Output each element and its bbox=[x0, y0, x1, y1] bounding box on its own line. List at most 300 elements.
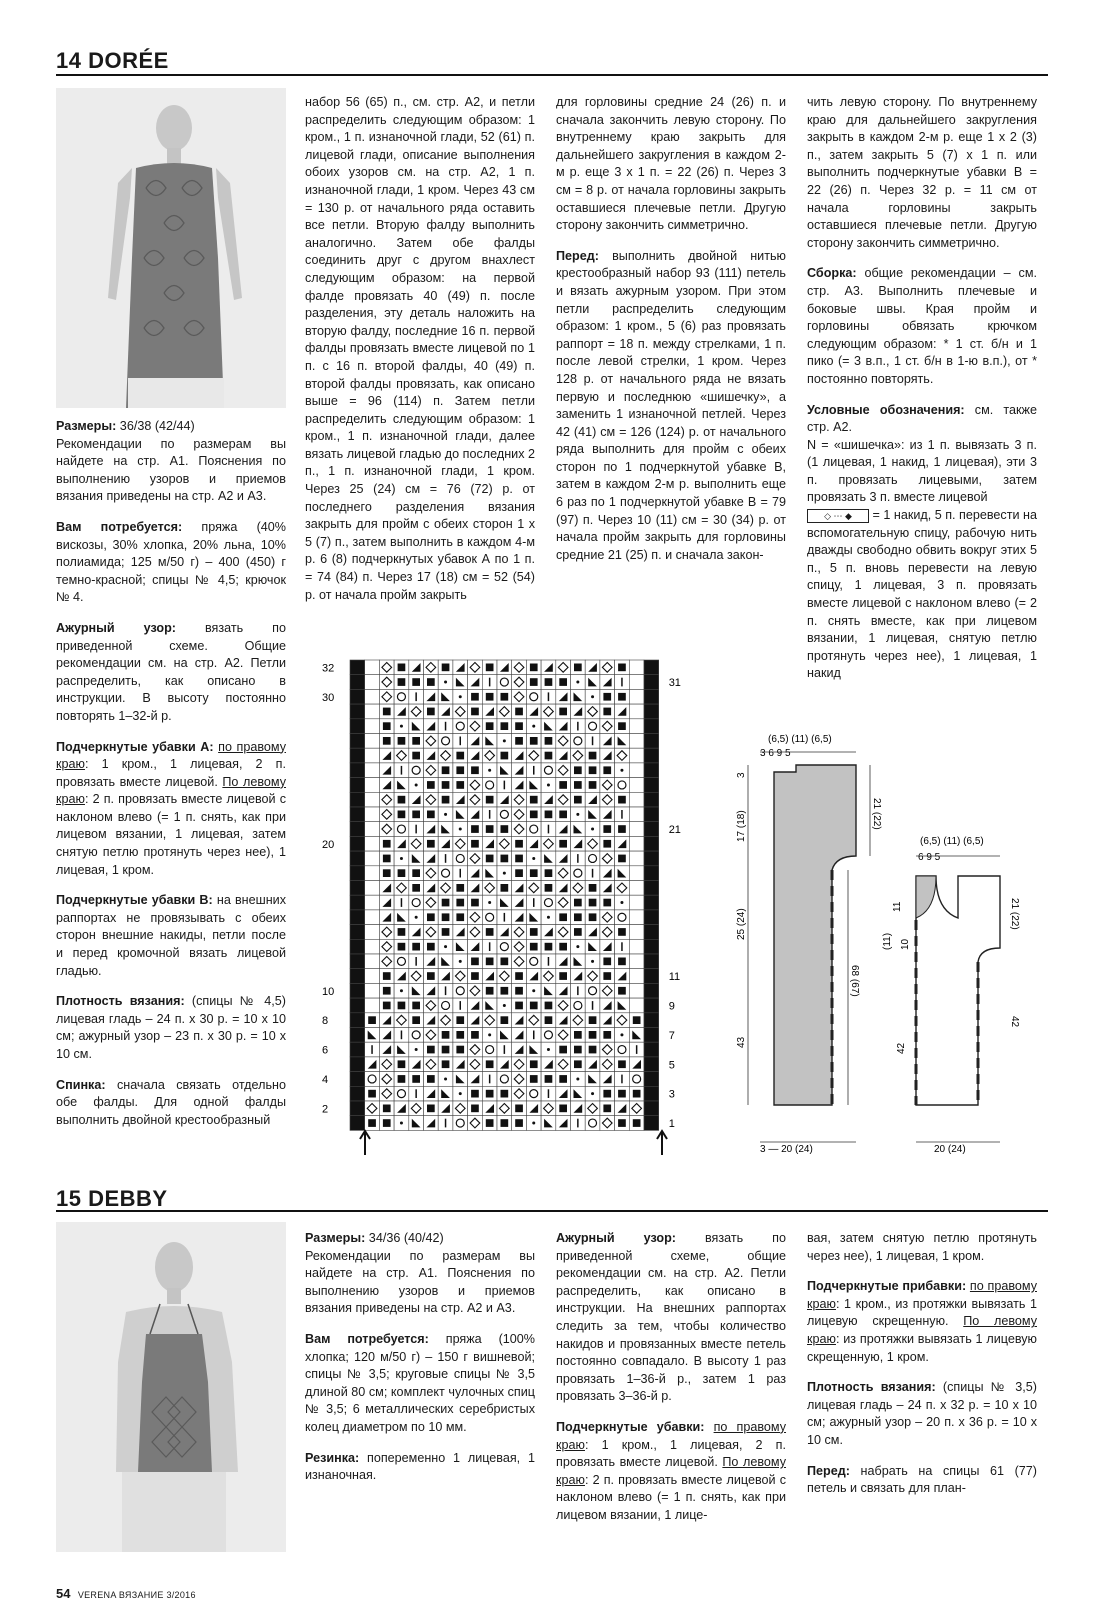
chart-symbol bbox=[515, 722, 523, 730]
section-rule-2 bbox=[56, 1210, 1048, 1212]
chart-symbol bbox=[442, 1046, 450, 1054]
chart-symbol bbox=[400, 725, 403, 728]
chart-cell bbox=[541, 925, 556, 940]
chart-row-number: 5 bbox=[668, 1059, 675, 1072]
chart-row-number: 7 bbox=[668, 1029, 675, 1042]
chart-symbol bbox=[471, 1090, 479, 1098]
chart-symbol bbox=[559, 811, 567, 819]
chart-symbol bbox=[574, 899, 582, 907]
chart-cell bbox=[350, 1116, 365, 1131]
chart-symbol bbox=[603, 958, 611, 966]
chart-symbol bbox=[633, 1119, 641, 1127]
chart-symbol bbox=[589, 913, 597, 921]
chart-symbol bbox=[576, 813, 579, 816]
chart-cell bbox=[541, 1057, 556, 1072]
chart-symbol bbox=[400, 1122, 403, 1125]
chart-cell bbox=[350, 1028, 365, 1043]
chart-cell bbox=[585, 719, 600, 734]
chart-symbol bbox=[456, 1016, 464, 1024]
chart-cell bbox=[644, 1013, 659, 1028]
chart-symbol bbox=[456, 913, 464, 921]
chart-cell bbox=[644, 689, 659, 704]
chart-cell bbox=[394, 954, 409, 969]
chart-cell bbox=[629, 895, 644, 910]
chart-grid bbox=[350, 660, 659, 1130]
chart-symbol bbox=[589, 1046, 597, 1054]
chart-symbol bbox=[574, 1046, 582, 1054]
chart-symbol bbox=[618, 928, 626, 936]
chart-symbol bbox=[501, 884, 509, 892]
chart-symbol bbox=[486, 958, 494, 966]
chart-symbol bbox=[501, 825, 509, 833]
chart-cell bbox=[526, 822, 541, 837]
chart-cell bbox=[394, 689, 409, 704]
chart-cell bbox=[350, 998, 365, 1013]
chart-cell bbox=[350, 734, 365, 749]
chart-cell bbox=[615, 704, 630, 719]
chart-symbol bbox=[532, 857, 535, 860]
chart-symbol bbox=[589, 884, 597, 892]
chart-symbol bbox=[559, 1105, 567, 1113]
chart-symbol bbox=[530, 1002, 538, 1010]
debby-front-text: набрать на спицы 61 (77) петель и связать для план- bbox=[807, 1463, 1037, 1496]
chart-symbol bbox=[486, 987, 494, 995]
chart-symbol bbox=[545, 869, 553, 877]
chart-symbol bbox=[427, 943, 435, 951]
chart-cell bbox=[365, 792, 380, 807]
lace-pattern-label: Ажурный узор: bbox=[56, 620, 176, 635]
chart-symbol bbox=[398, 678, 406, 686]
chart-cell bbox=[394, 778, 409, 793]
chart-symbol bbox=[545, 1075, 553, 1083]
chart-cell bbox=[365, 822, 380, 837]
chart-cell bbox=[615, 1042, 630, 1057]
repeat-arrow-left bbox=[360, 1131, 370, 1155]
chart-cell bbox=[644, 704, 659, 719]
chart-cell bbox=[644, 1101, 659, 1116]
chart-symbol bbox=[412, 752, 420, 760]
debby-sizes-text: Рекомендации по размерам вы найдете на стр. А1. Пояснения по выполнению узоров и приемов вязания приведены на стр. А2 и А3. bbox=[305, 1248, 535, 1316]
chart-symbol bbox=[442, 766, 450, 774]
chart-symbol bbox=[488, 901, 491, 904]
assembly-label: Сборка: bbox=[807, 266, 857, 281]
debby-materials-text: пряжа (100% хлопка; 120 м/50 г) – 150 г вишневой; спицы № 3,5; круговые спицы № 3,5 длиной 80 см; комплект чулочных спиц № 3,5; 6 металлических серебристых колец диаметром по 10 мм. bbox=[305, 1331, 535, 1434]
back-dim-25: 25 (24) bbox=[736, 908, 747, 940]
back-dim-21: 21 (22) bbox=[871, 798, 882, 830]
gauge-label: Плотность вязания: bbox=[56, 994, 185, 1009]
chart-cell bbox=[365, 881, 380, 896]
chart-symbol bbox=[545, 943, 553, 951]
debby-increase-label: Подчеркнутые прибавки: bbox=[807, 1279, 967, 1294]
chart-symbol bbox=[559, 781, 567, 789]
chart-symbol bbox=[559, 943, 567, 951]
chart-cell bbox=[585, 807, 600, 822]
chart-cell bbox=[438, 998, 453, 1013]
chart-cell bbox=[571, 998, 586, 1013]
chart-cell bbox=[644, 866, 659, 881]
chart-symbol bbox=[532, 989, 535, 992]
back-dim-17: 17 (18) bbox=[736, 810, 747, 842]
chart-symbol bbox=[398, 869, 406, 877]
front-text: выполнить двойной нитью крестообразный набор 93 (111) петель и вязать ажурным узором. При этом петли распределить следующим образом: 1 кром., 5 (6) раз провязать раппорт = 18 п. между стрелками, 1 п. после левой стрелки, 1 кром. Через 128 р. от начального ряда не вязать первую и последнюю «шишечку», а заменить 1 изнаночной петлей. Через 42 (41) см = 126 (124) р. от начального ряда выполнить для пройм с обеих сторон по 1 подчеркнутой убавке В, затем в каждом 2-м р. выполнить еще 6 раз по 1 подчеркнутой убавке В = 79 (97) п. Через 10 (11) см = 30 (34) р. от начала пройм закрыть для горловины средние 21 (25) п. и сначала закон- bbox=[556, 248, 786, 562]
chart-symbol bbox=[532, 725, 535, 728]
chart-cell bbox=[629, 866, 644, 881]
chart-cell bbox=[365, 910, 380, 925]
chart-symbol bbox=[412, 869, 420, 877]
chart-symbol bbox=[545, 811, 553, 819]
chart-symbol bbox=[547, 1048, 550, 1051]
chart-symbol bbox=[545, 1016, 553, 1024]
chart-row-number: 4 bbox=[322, 1073, 329, 1086]
chart-symbol bbox=[442, 781, 450, 789]
chart-symbol bbox=[398, 928, 406, 936]
chart-symbol bbox=[456, 781, 464, 789]
chart-cell bbox=[629, 969, 644, 984]
chart-cell bbox=[453, 1116, 468, 1131]
chart-cell bbox=[644, 763, 659, 778]
chart-cell bbox=[497, 939, 512, 954]
chart-cell bbox=[571, 704, 586, 719]
chart-cell bbox=[585, 1116, 600, 1131]
model-photo-doree bbox=[56, 88, 286, 408]
chart-symbol bbox=[530, 943, 538, 951]
chart-symbol bbox=[501, 855, 509, 863]
chart-symbol bbox=[398, 1002, 406, 1010]
lace-pattern-text: вязать по приведенной схеме. Общие рекомендации см. на стр. А2. Петли распределить, как описано в инструкции. В высоту постоянно повторять 1–32-й р. bbox=[56, 620, 286, 723]
chart-cell bbox=[394, 1101, 409, 1116]
chart-symbol bbox=[471, 693, 479, 701]
symbols-text: см. также стр. А2. bbox=[807, 402, 1037, 435]
assembly-text: общие рекомендации – см. стр. А3. Выполнить плечевые и боковые швы. Края пройм и горловины обвязать крючком следующим образом: * 1 ст. б/н и 1 пико (= 3 в.п., 1 ст. б/н в 1-ю в.п.), от * постоянно повторять. bbox=[807, 266, 1037, 386]
chart-cell bbox=[350, 925, 365, 940]
chart-symbol bbox=[501, 1090, 509, 1098]
chart-cell bbox=[644, 822, 659, 837]
debby-column-2 bbox=[305, 1230, 535, 1498]
chart-cell bbox=[644, 836, 659, 851]
chart-cell bbox=[615, 910, 630, 925]
chart-cell bbox=[585, 851, 600, 866]
chart-symbol bbox=[618, 1119, 626, 1127]
chart-symbol bbox=[591, 960, 594, 963]
chart-symbol bbox=[415, 783, 418, 786]
chart-symbol bbox=[515, 1002, 523, 1010]
chart-symbol bbox=[427, 972, 435, 980]
chart-symbol bbox=[530, 796, 538, 804]
text-column-3 bbox=[556, 94, 786, 577]
chart-cell bbox=[526, 954, 541, 969]
front-dim-42-left: 42 bbox=[896, 1042, 907, 1054]
chart-cell bbox=[453, 807, 468, 822]
chart-cell bbox=[629, 734, 644, 749]
section-title-doree: 14 DORÉE bbox=[56, 48, 169, 73]
chart-cell bbox=[541, 763, 556, 778]
chart-cell bbox=[629, 925, 644, 940]
chart-symbol bbox=[545, 1002, 553, 1010]
chart-symbol bbox=[471, 958, 479, 966]
chart-symbol bbox=[415, 1048, 418, 1051]
chart-symbol bbox=[574, 796, 582, 804]
chart-symbol bbox=[427, 781, 435, 789]
text-column-4 bbox=[807, 94, 1037, 696]
chart-cell bbox=[379, 1028, 394, 1043]
chart-cell bbox=[468, 734, 483, 749]
materials-text: пряжа (40% вискозы, 30% хлопка, 20% льна, 10% полиамида; 125 м/50 г) – 400 (450) г темно-красной; спицы № 4,5; крючок № 4. bbox=[56, 519, 287, 605]
chart-symbol bbox=[589, 781, 597, 789]
chart-cell bbox=[365, 866, 380, 881]
chart-cell bbox=[571, 836, 586, 851]
chart-symbol bbox=[456, 1046, 464, 1054]
decrease-a-label: Подчеркнутые убавки А: bbox=[56, 739, 214, 754]
chart-cell bbox=[644, 734, 659, 749]
chart-symbol bbox=[545, 752, 553, 760]
front-top-labels: (6,5) (11) (6,5) bbox=[920, 836, 984, 847]
chart-symbol bbox=[398, 1075, 406, 1083]
chart-symbol bbox=[442, 796, 450, 804]
chart-cell bbox=[438, 704, 453, 719]
chart-symbol bbox=[471, 708, 479, 716]
chart-symbol bbox=[589, 1031, 597, 1039]
back-dim-68: 68 (67) bbox=[849, 965, 860, 997]
chart-symbol bbox=[459, 695, 462, 698]
chart-cell bbox=[629, 660, 644, 675]
chart-cell bbox=[600, 734, 615, 749]
chart-symbol bbox=[368, 1090, 376, 1098]
chart-cell bbox=[482, 778, 497, 793]
chart-symbol bbox=[486, 796, 494, 804]
chart-cell bbox=[526, 1086, 541, 1101]
back-dim-43: 43 bbox=[736, 1036, 747, 1048]
chart-cell bbox=[365, 836, 380, 851]
chart-symbol bbox=[456, 884, 464, 892]
front-bottom-dim: 20 (24) bbox=[934, 1144, 966, 1155]
chart-symbol bbox=[530, 737, 538, 745]
chart-cell bbox=[541, 1028, 556, 1043]
chart-symbol bbox=[574, 1031, 582, 1039]
chart-symbol bbox=[383, 987, 391, 995]
chart-symbol bbox=[559, 972, 567, 980]
chart-symbol bbox=[383, 855, 391, 863]
chart-symbol bbox=[383, 972, 391, 980]
chart-symbol bbox=[603, 708, 611, 716]
chart-symbol bbox=[515, 737, 523, 745]
chart-cell bbox=[629, 1072, 644, 1087]
chart-symbol bbox=[589, 899, 597, 907]
chart-symbol bbox=[576, 945, 579, 948]
chart-symbol bbox=[633, 1090, 641, 1098]
chart-cell bbox=[482, 734, 497, 749]
chart-symbol bbox=[427, 840, 435, 848]
chart-cell bbox=[365, 939, 380, 954]
chart-symbol bbox=[603, 1105, 611, 1113]
chart-symbol bbox=[427, 708, 435, 716]
chart-symbol bbox=[591, 1092, 594, 1095]
chart-cell bbox=[644, 983, 659, 998]
chart-symbol bbox=[618, 664, 626, 672]
chart-symbol bbox=[618, 987, 626, 995]
chart-symbol bbox=[620, 1033, 623, 1036]
chart-symbol bbox=[412, 737, 420, 745]
chart-symbol bbox=[618, 796, 626, 804]
chart-cell bbox=[365, 660, 380, 675]
chart-cell bbox=[629, 836, 644, 851]
chart-symbol bbox=[456, 766, 464, 774]
chart-symbol bbox=[486, 1119, 494, 1127]
chart-cell bbox=[365, 954, 380, 969]
debby-decrease-left: По левому краю bbox=[556, 1455, 786, 1487]
magazine-name: VERENA ВЯЗАНИЕ 3/2016 bbox=[77, 1590, 196, 1600]
model-photo-debby bbox=[56, 1222, 286, 1552]
chart-row-numbers-right bbox=[669, 677, 681, 1130]
chart-cell bbox=[644, 1072, 659, 1087]
chart-cell bbox=[629, 998, 644, 1013]
chart-symbol bbox=[444, 1077, 447, 1080]
chart-cell bbox=[453, 660, 468, 675]
chart-symbol bbox=[501, 722, 509, 730]
chart-symbol bbox=[503, 739, 506, 742]
chart-cell bbox=[644, 910, 659, 925]
chart-cell bbox=[350, 822, 365, 837]
chart-cell bbox=[497, 807, 512, 822]
chart-cell bbox=[365, 734, 380, 749]
chart-cell bbox=[615, 1101, 630, 1116]
gauge-text: (спицы № 4,5) лицевая гладь – 24 п. х 30 р. = 10 х 10 см; ажурный узор – 23 п. х 30 р. = 10 х 10 см. bbox=[56, 994, 286, 1061]
repeat-arrow-right bbox=[657, 1131, 667, 1155]
chart-cell bbox=[365, 998, 380, 1013]
chart-symbol bbox=[576, 1077, 579, 1080]
chart-cell bbox=[629, 807, 644, 822]
chart-symbol bbox=[398, 664, 406, 672]
chart-cell bbox=[468, 807, 483, 822]
front-label: Перед: bbox=[556, 248, 599, 263]
front-schematic bbox=[880, 830, 1050, 1160]
chart-cell bbox=[438, 1101, 453, 1116]
chart-row-number: 1 bbox=[668, 1118, 675, 1131]
debby-increase-left: По левому краю bbox=[807, 1314, 1037, 1346]
chart-symbol bbox=[603, 1031, 611, 1039]
chart-symbol bbox=[471, 899, 479, 907]
chart-cell bbox=[629, 675, 644, 690]
back-label: Спинка: bbox=[56, 1077, 106, 1092]
chart-cell bbox=[526, 689, 541, 704]
chart-cell bbox=[615, 734, 630, 749]
chart-cell bbox=[644, 748, 659, 763]
chart-cell bbox=[571, 734, 586, 749]
chart-cell bbox=[394, 910, 409, 925]
chart-cell bbox=[497, 1028, 512, 1043]
chart-symbol bbox=[515, 708, 523, 716]
chart-cell bbox=[365, 983, 380, 998]
chart-cell bbox=[350, 866, 365, 881]
chart-symbol bbox=[530, 664, 538, 672]
chart-symbol bbox=[383, 840, 391, 848]
chart-cell bbox=[629, 983, 644, 998]
chart-cell bbox=[409, 851, 424, 866]
chart-symbol bbox=[574, 1060, 582, 1068]
chart-symbol bbox=[488, 1033, 491, 1036]
chart-symbol bbox=[501, 693, 509, 701]
front-dim-10: 10 bbox=[900, 938, 911, 950]
chart-cell bbox=[409, 1057, 424, 1072]
chart-symbol bbox=[456, 899, 464, 907]
chart-cell bbox=[424, 954, 439, 969]
chart-symbol bbox=[471, 1105, 479, 1113]
chart-cell bbox=[365, 895, 380, 910]
chart-cell bbox=[644, 881, 659, 896]
chart-cell bbox=[350, 748, 365, 763]
back-continued-text: набор 56 (65) п., см. стр. А2, и петли распределить следующим образом: 1 кром., 1 п. изнаночной глади, 52 (61) п. лицевой глади, описание выполнения обоих узоров см. на стр. А2, 1 п. изнаночной глади, 1 кром. Через 43 см = 130 р. от начального ряда оставить все петли. Вторую фалду выполнить аналогично. Затем обе фалды соединить друг с другом внахлест следующим образом: на первой фалде провязать 40 (49) п. после разделения, эту деталь наложить на вторую фалду, последние 16 п. первой фалды провязать вместе лицевой по 1 п. с 16 п. второй фалды, 40 (49) п. второй фалды провязать, как описано выше = 96 (114) п. Затем петли распределить следующим образом: 1 кром., 1 п. изнаночной глади, далее вязать лицевой гладью до последних 2 п., 1 п. изнаночной глади, 1 кром. Через 25 (24) см = 76 (72) р. от последнего разделения вязания закрыть для пройм с обеих сторон 1 х 5 (7) п., затем выполнить в каждом 4-м р. 6 (8) подчеркнутых убавок А по 1 п. = 74 (84) п. Через 17 (18) см = 52 (54) р. от начала пройм закрыть bbox=[305, 95, 535, 602]
chart-symbol bbox=[618, 1060, 626, 1068]
section-rule bbox=[56, 74, 1048, 76]
chart-cell bbox=[482, 910, 497, 925]
chart-symbol bbox=[503, 872, 506, 875]
chart-cell bbox=[350, 719, 365, 734]
chart-symbol bbox=[398, 796, 406, 804]
chart-row-number: 8 bbox=[322, 1015, 329, 1028]
chart-cell bbox=[350, 910, 365, 925]
chart-symbol bbox=[547, 783, 550, 786]
chart-cell bbox=[365, 851, 380, 866]
chart-cell bbox=[350, 836, 365, 851]
chart-symbol bbox=[545, 737, 553, 745]
chart-symbol bbox=[444, 681, 447, 684]
chart-symbol bbox=[515, 972, 523, 980]
chart-symbol bbox=[515, 1105, 523, 1113]
chart-cell bbox=[365, 807, 380, 822]
chart-cell bbox=[585, 1072, 600, 1087]
chart-cell bbox=[409, 1028, 424, 1043]
chart-symbol bbox=[398, 737, 406, 745]
chart-cell bbox=[629, 822, 644, 837]
chart-cell bbox=[424, 851, 439, 866]
sizes-text: Рекомендации по размерам вы найдете на стр. А1. Пояснения по выполнению узоров и приемов вязания приведены на стр. А2 и А3. bbox=[56, 436, 286, 504]
chart-symbol bbox=[530, 1060, 538, 1068]
chart-cell bbox=[644, 719, 659, 734]
chart-cell bbox=[365, 763, 380, 778]
chart-cell bbox=[629, 1028, 644, 1043]
front-dim-11: 11 bbox=[892, 901, 903, 912]
debby-materials-label: Вам потребуется: bbox=[305, 1331, 429, 1346]
chart-symbol bbox=[515, 1119, 523, 1127]
chart-symbol bbox=[486, 693, 494, 701]
chart-cell bbox=[629, 778, 644, 793]
chart-cell bbox=[350, 939, 365, 954]
chart-symbol bbox=[603, 972, 611, 980]
chart-cell bbox=[350, 778, 365, 793]
chart-symbol bbox=[459, 828, 462, 831]
chart-cell bbox=[644, 778, 659, 793]
chart-symbol bbox=[501, 958, 509, 966]
back-bottom-dim: 3 — 20 (24) bbox=[760, 1144, 813, 1155]
chart-symbol bbox=[383, 737, 391, 745]
chart-symbol bbox=[559, 678, 567, 686]
debby-sizes-value: 34/36 (40/42) bbox=[365, 1231, 444, 1245]
chart-row-numbers-left bbox=[322, 662, 334, 1115]
chart-symbol bbox=[515, 987, 523, 995]
chart-cell bbox=[453, 719, 468, 734]
chart-symbol bbox=[368, 1119, 376, 1127]
decrease-a-left: По левому краю bbox=[56, 774, 286, 807]
chart-cell bbox=[644, 954, 659, 969]
chart-cell bbox=[526, 1101, 541, 1116]
chart-symbol bbox=[574, 913, 582, 921]
chart-symbol bbox=[559, 913, 567, 921]
chart-cell bbox=[497, 763, 512, 778]
chart-symbol bbox=[618, 958, 626, 966]
chart-symbol bbox=[368, 1016, 376, 1024]
chart-symbol bbox=[486, 664, 494, 672]
chart-symbol bbox=[442, 1031, 450, 1039]
sizes-label: Размеры: bbox=[56, 419, 117, 433]
